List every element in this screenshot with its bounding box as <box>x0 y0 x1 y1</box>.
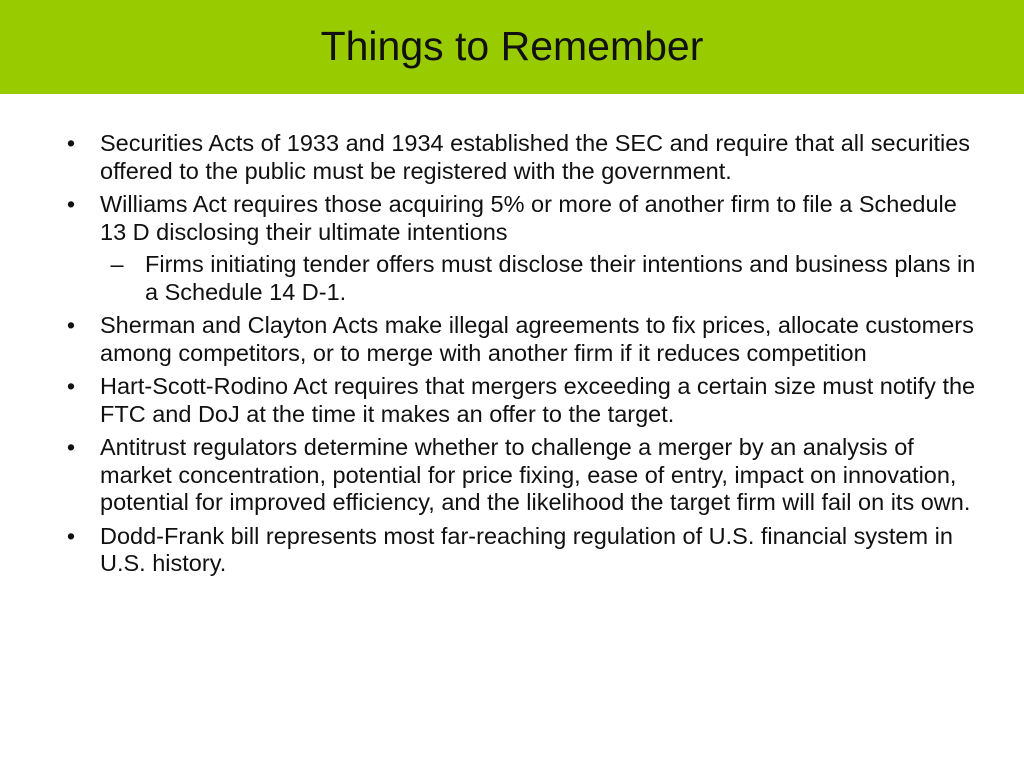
bullet-list <box>56 130 976 578</box>
bullet-marker: • <box>66 434 76 460</box>
bullet-item <box>56 191 976 246</box>
bullet-marker: • <box>66 522 76 549</box>
bullet-text: Sherman and Clayton Acts make illegal agreements to fix prices, allocate customers among competitors, or to merge with another firm if it reduces competition <box>100 312 974 366</box>
bullet-text: Firms initiating tender offers must disclose their intentions and business plans in a Schedule 14 D-1. <box>145 251 976 305</box>
bullet-text: Hart-Scott-Rodino Act requires that mergers exceeding a certain size must notify the FTC and DoJ at the time it makes an offer to the target. <box>100 373 976 427</box>
bullet-marker: • <box>66 191 76 217</box>
bullet-item <box>56 373 976 428</box>
slide-title: Things to Remember <box>320 22 704 69</box>
dash-marker: – <box>110 251 124 277</box>
bullet-item <box>56 434 976 517</box>
slide-content <box>56 130 976 584</box>
title-bar <box>0 0 1024 94</box>
bullet-item <box>56 130 976 185</box>
bullet-item <box>56 523 976 578</box>
bullet-text: Dodd-Frank bill represents most far-reaching regulation of U.S. financial system in U.S. history. <box>100 522 953 576</box>
bullet-marker: • <box>66 130 76 156</box>
bullet-text: Williams Act requires those acquiring 5% or more of another firm to file a Schedule 13 D disclosing their ultimate intentions <box>100 191 957 245</box>
bullet-marker: • <box>66 312 76 338</box>
bullet-text: Antitrust regulators determine whether to challenge a merger by an analysis of market concentration, potential for price fixing, ease of entry, impact on innovation, potential for improved efficiency, and the likelihood the target firm will fail on its own. <box>100 434 971 515</box>
bullet-item <box>56 312 976 367</box>
sub-bullet-item <box>56 251 976 306</box>
bullet-text: Securities Acts of 1933 and 1934 established the SEC and require that all securities offered to the public must be registered with the government. <box>100 130 971 184</box>
bullet-marker: • <box>66 373 76 399</box>
